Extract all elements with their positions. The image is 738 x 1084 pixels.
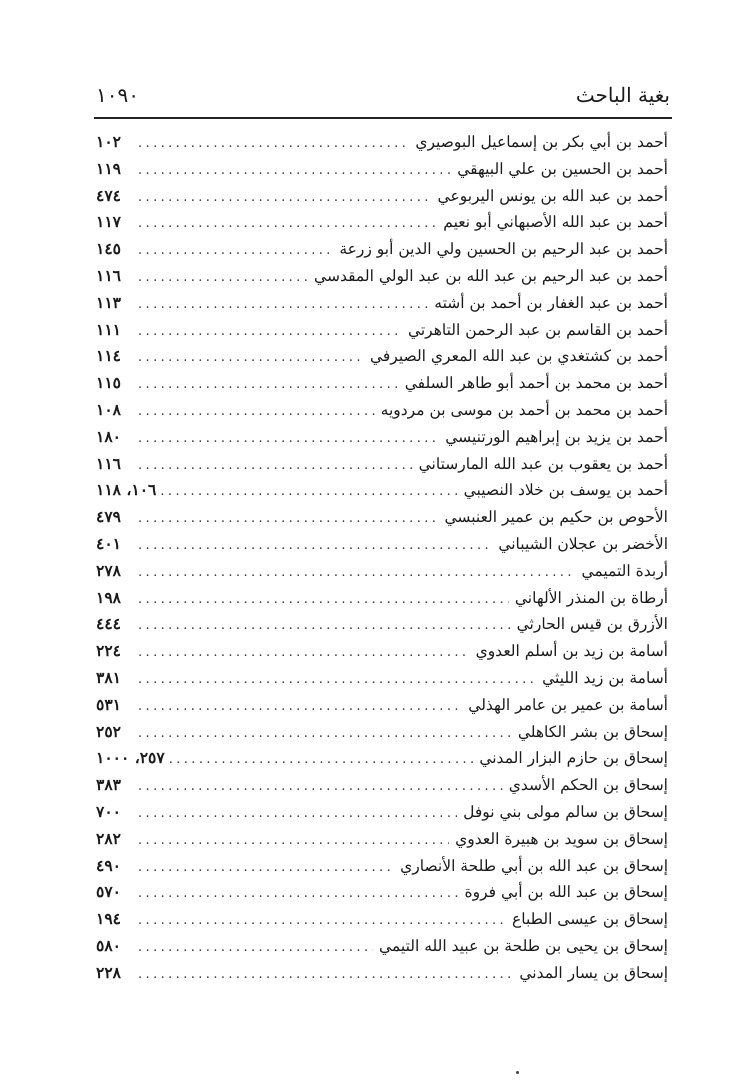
dot-leader bbox=[138, 158, 451, 183]
entry-page-ref: ٢٢٨ bbox=[96, 962, 121, 982]
entry-page-ref: ١١٦ bbox=[96, 453, 121, 473]
index-entry bbox=[96, 933, 668, 960]
index-entry bbox=[96, 397, 668, 424]
dot-leader bbox=[138, 935, 373, 960]
entry-name: أحمد بن محمد بن أحمد أبو طاهر السلفي bbox=[404, 374, 668, 393]
index-entry bbox=[96, 879, 668, 906]
entry-page-ref: ٤٤٤ bbox=[96, 614, 121, 634]
entry-name: إسحاق بن عبد الله بن أبي طلحة الأنصاري bbox=[400, 856, 668, 875]
dot-leader bbox=[138, 613, 511, 638]
entry-page-ref: ٢٥٧، ١٠٠٠ bbox=[96, 748, 165, 768]
index-entry bbox=[96, 531, 668, 558]
dot-leader bbox=[138, 694, 462, 719]
entry-name: أحمد بن كشتغدي بن عبد الله المعري الصيرفي bbox=[369, 347, 668, 366]
name-index-list bbox=[96, 129, 668, 987]
entry-page-ref: ١١٤ bbox=[96, 346, 121, 366]
entry-name: أحمد بن عبد الرحيم بن عبد الله بن عبد الولي المقدسي bbox=[314, 266, 668, 285]
entry-name: إسحاق بن الحكم الأسدي bbox=[508, 776, 668, 795]
index-entry bbox=[96, 906, 668, 933]
dot-leader bbox=[138, 372, 399, 397]
entry-page-ref: ٥٨٠ bbox=[96, 935, 121, 955]
dot-leader bbox=[138, 319, 402, 344]
entry-page-ref: ١١٣ bbox=[96, 292, 121, 312]
dot-leader bbox=[138, 345, 364, 370]
entry-name: الأزرق بن قيس الحارثي bbox=[516, 615, 668, 634]
index-entry bbox=[96, 504, 668, 531]
index-entry bbox=[96, 585, 668, 612]
index-entry bbox=[96, 477, 668, 504]
index-entry bbox=[96, 665, 668, 692]
entry-page-ref: ٢٢٤ bbox=[96, 641, 121, 661]
index-entry bbox=[96, 745, 668, 772]
index-entry bbox=[96, 853, 668, 880]
index-entry bbox=[96, 236, 668, 263]
entry-name: إسحاق بن يسار المدني bbox=[519, 963, 668, 982]
entry-page-ref: ١٨٠ bbox=[96, 426, 121, 446]
index-entry bbox=[96, 424, 668, 451]
entry-name: أحمد بن عبد الله الأصبهاني أبو نعيم bbox=[443, 213, 668, 232]
entry-name: أحمد بن الحسين بن علي البيهقي bbox=[457, 159, 668, 178]
entry-page-ref: ١١٥ bbox=[96, 373, 121, 393]
dot-leader bbox=[138, 211, 437, 236]
entry-page-ref: ٤٧٩ bbox=[96, 507, 121, 527]
entry-page-ref: ١٠٢ bbox=[96, 132, 121, 151]
dot-leader bbox=[138, 667, 536, 692]
dot-leader bbox=[138, 587, 509, 612]
entry-page-ref: ١١٦ bbox=[96, 265, 121, 285]
entry-page-ref: ٤٠١ bbox=[96, 533, 121, 553]
index-entry bbox=[96, 183, 668, 210]
page-header bbox=[96, 82, 670, 112]
index-entry bbox=[96, 799, 668, 826]
dot-leader bbox=[138, 265, 308, 290]
print-speck bbox=[516, 1071, 519, 1074]
index-entry bbox=[96, 129, 668, 156]
index-entry bbox=[96, 156, 668, 183]
entry-name: أحمد بن عبد الغفار بن أحمد بن أشته bbox=[434, 293, 668, 312]
entry-name: أحمد بن أبي بكر بن إسماعيل البوصيري bbox=[415, 133, 668, 151]
entry-page-ref: ١٠٦، ١١٨ bbox=[96, 480, 157, 500]
entry-page-ref: ١١١ bbox=[96, 319, 121, 339]
dot-leader bbox=[138, 721, 512, 746]
dot-leader bbox=[138, 962, 513, 987]
dot-leader bbox=[138, 506, 438, 531]
entry-page-ref: ٤٧٤ bbox=[96, 185, 121, 205]
dot-leader bbox=[138, 908, 506, 933]
index-entry bbox=[96, 772, 668, 799]
index-entry bbox=[96, 290, 668, 317]
entry-name: أحمد بن يعقوب بن عبد الله المارستاني bbox=[418, 454, 668, 473]
entry-page-ref: ١٤٥ bbox=[96, 239, 121, 259]
dot-leader bbox=[138, 131, 409, 156]
index-entry bbox=[96, 209, 668, 236]
index-entry bbox=[96, 638, 668, 665]
entry-name: إسحاق بن بشر الكاهلي bbox=[517, 722, 668, 741]
index-entry bbox=[96, 719, 668, 746]
entry-name: أحمد بن يزيد بن إبراهيم الورتنيسي bbox=[445, 427, 668, 446]
entry-page-ref: ٧٠٠ bbox=[96, 801, 121, 821]
entry-page-ref: ١٠٨ bbox=[96, 399, 121, 419]
index-entry bbox=[96, 263, 668, 290]
index-entry bbox=[96, 317, 668, 344]
entry-page-ref: ٢٧٨ bbox=[96, 560, 121, 580]
dot-leader bbox=[138, 426, 439, 451]
entry-page-ref: ٤٩٠ bbox=[96, 855, 121, 875]
index-entry bbox=[96, 558, 668, 585]
entry-page-ref: ٥٧٠ bbox=[96, 882, 121, 902]
entry-name: إسحاق بن سويد بن هبيرة العدوي bbox=[455, 829, 668, 848]
dot-leader bbox=[138, 801, 457, 826]
index-entry bbox=[96, 960, 668, 987]
entry-name: أحمد بن القاسم بن عبد الرحمن التاهرتي bbox=[407, 320, 668, 339]
entry-page-ref: ٢٨٢ bbox=[96, 828, 121, 848]
entry-page-ref: ٥٣١ bbox=[96, 694, 121, 714]
index-entry bbox=[96, 451, 668, 478]
entry-name: إسحاق بن عبد الله بن أبي فروة bbox=[464, 883, 668, 902]
dot-leader bbox=[138, 533, 492, 558]
entry-page-ref: ١٩٨ bbox=[96, 587, 121, 607]
entry-name: الأحوص بن حكيم بن عمير العنبسي bbox=[444, 508, 668, 527]
entry-name: أسامة بن زيد الليثي bbox=[542, 668, 668, 687]
entry-page-ref: ١١٩ bbox=[96, 158, 121, 178]
dot-leader bbox=[138, 774, 503, 799]
dot-leader bbox=[138, 828, 449, 853]
entry-name: أرطاة بن المنذر الألهاني bbox=[514, 588, 668, 607]
entry-page-ref: ٢٥٢ bbox=[96, 721, 121, 741]
entry-name: أحمد بن يوسف بن خلاد النصيبي bbox=[463, 481, 668, 500]
entry-name: أحمد بن محمد بن أحمد بن موسى بن مردويه bbox=[380, 400, 668, 419]
entry-name: أسامة بن عمير بن عامر الهذلي bbox=[468, 695, 668, 714]
header-divider bbox=[94, 117, 672, 119]
entry-name: أربدة التميمي bbox=[581, 561, 668, 580]
entry-name: إسحاق بن حازم البزار المدني bbox=[479, 749, 668, 768]
index-entry bbox=[96, 826, 668, 853]
entry-name: إسحاق بن عيسى الطباع bbox=[511, 910, 668, 929]
dot-leader bbox=[138, 238, 333, 263]
dot-leader bbox=[138, 453, 413, 478]
entry-page-ref: ١١٧ bbox=[96, 212, 121, 232]
index-entry bbox=[96, 343, 668, 370]
dot-leader bbox=[138, 855, 394, 880]
entry-name: أحمد بن عبد الرحيم بن الحسين ولي الدين أبو زرعة bbox=[339, 240, 668, 259]
entry-name: إسحاق بن سالم مولى بني نوفل bbox=[463, 802, 668, 821]
dot-leader bbox=[138, 399, 375, 424]
entry-name: إسحاق بن يحيى بن طلحة بن عبيد الله التيمي bbox=[379, 936, 668, 955]
page-number: ١٠٩٠ bbox=[96, 83, 139, 107]
entry-page-ref: ١٩٤ bbox=[96, 909, 121, 929]
dot-leader bbox=[138, 881, 459, 906]
entry-name: أحمد بن عبد الله بن يونس اليربوعي bbox=[437, 186, 668, 205]
index-entry bbox=[96, 611, 668, 638]
dot-leader bbox=[169, 747, 474, 772]
dot-leader bbox=[138, 640, 470, 665]
index-entry bbox=[96, 692, 668, 719]
entry-page-ref: ٣٨٣ bbox=[96, 775, 121, 795]
dot-leader bbox=[160, 479, 457, 504]
dot-leader bbox=[138, 560, 575, 585]
dot-leader bbox=[138, 292, 428, 317]
dot-leader bbox=[138, 185, 432, 210]
entry-name: أسامة بن زيد بن أسلم العدوي bbox=[475, 642, 668, 661]
entry-name: الأخضر بن عجلان الشيباني bbox=[498, 534, 668, 553]
index-entry bbox=[96, 370, 668, 397]
running-title: بغية الباحث bbox=[575, 83, 670, 107]
entry-page-ref: ٣٨١ bbox=[96, 667, 121, 687]
